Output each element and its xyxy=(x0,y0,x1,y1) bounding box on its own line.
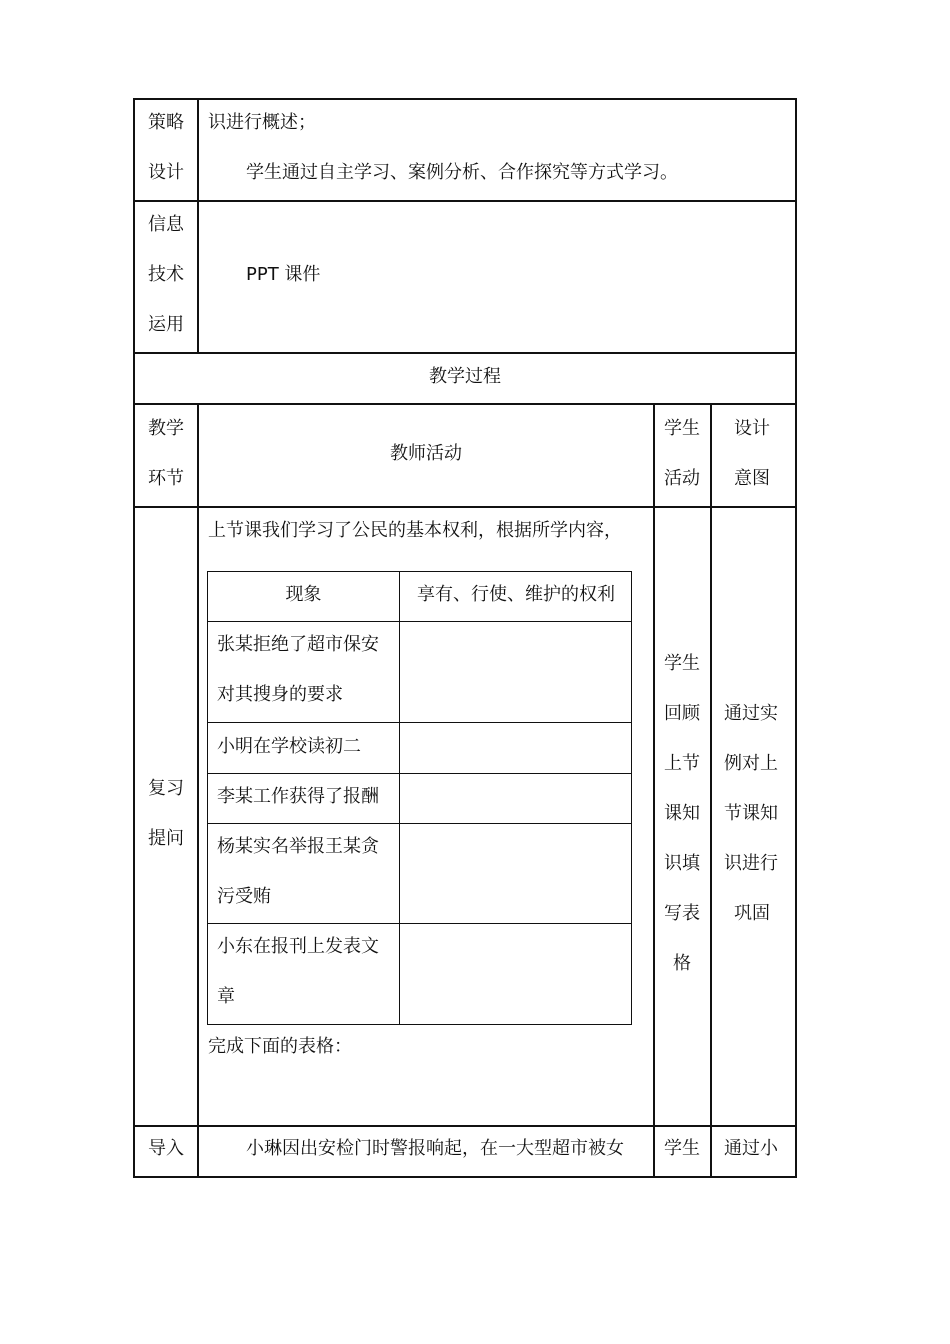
rights-table-row5-line1: 小东在报刊上发表文 xyxy=(217,936,379,957)
header-stage-line1: 教学 xyxy=(148,418,184,439)
it-content: PPT 课件 xyxy=(246,264,321,285)
table-border xyxy=(133,1125,797,1127)
inner-table-border xyxy=(207,1024,632,1025)
import-content: 小琳因出安检门时警报响起，在一大型超市被女 xyxy=(246,1138,624,1159)
header-student-line1: 学生 xyxy=(664,418,700,439)
table-border xyxy=(710,403,712,1178)
strategy-content-line1: 识进行概述； xyxy=(208,112,316,133)
review-intent-line: 节课知 xyxy=(724,803,778,824)
review-student-line: 学生 xyxy=(664,653,700,674)
rights-table-row5-line2: 章 xyxy=(217,986,235,1007)
process-title: 教学过程 xyxy=(429,366,501,387)
rights-table-header-rights: 享有、行使、维护的权利 xyxy=(417,584,615,605)
review-intent-line: 巩固 xyxy=(734,903,770,924)
review-student-line: 写表 xyxy=(664,903,700,924)
rights-table-row2-line1: 小明在学校读初二 xyxy=(217,736,361,757)
review-intro: 上节课我们学习了公民的基本权利，根据所学内容， xyxy=(208,520,622,541)
table-border xyxy=(133,352,797,354)
inner-table-border xyxy=(207,621,632,622)
it-label-line1: 信息 xyxy=(148,214,184,235)
table-border xyxy=(197,403,199,1178)
review-outro: 完成下面的表格： xyxy=(208,1036,352,1057)
review-label-line1: 复习 xyxy=(148,778,184,799)
review-student-line: 识填 xyxy=(664,853,700,874)
header-student-line2: 活动 xyxy=(664,468,700,489)
review-student-line: 格 xyxy=(673,953,691,974)
table-border xyxy=(133,506,797,508)
inner-table-border xyxy=(207,571,632,572)
inner-table-border xyxy=(207,823,632,824)
review-student-line: 回顾 xyxy=(664,703,700,724)
inner-table-border xyxy=(207,923,632,924)
inner-table-border xyxy=(207,571,208,1025)
review-label-line2: 提问 xyxy=(148,828,184,849)
review-intent-line: 通过实 xyxy=(724,703,778,724)
strategy-label-line2: 设计 xyxy=(148,162,184,183)
review-intent-line: 识进行 xyxy=(724,853,778,874)
rights-table-row4-line2: 污受贿 xyxy=(217,886,271,907)
rights-table-row1-line1: 张某拒绝了超市保安 xyxy=(217,634,379,655)
inner-table-border xyxy=(399,571,400,1025)
rights-table-row4-line1: 杨某实名举报王某贪 xyxy=(217,836,379,857)
import-intent: 通过小 xyxy=(724,1138,778,1159)
table-border xyxy=(133,403,797,405)
table-border xyxy=(653,403,655,1178)
review-intent-line: 例对上 xyxy=(724,753,778,774)
rights-table-row3-line1: 李某工作获得了报酬 xyxy=(217,786,379,807)
inner-table-border xyxy=(207,773,632,774)
header-stage-line2: 环节 xyxy=(148,468,184,489)
review-student-line: 课知 xyxy=(664,803,700,824)
table-border xyxy=(795,98,797,1178)
table-border xyxy=(133,1176,797,1178)
review-student-line: 上节 xyxy=(664,753,700,774)
header-teacher-activity: 教师活动 xyxy=(390,443,462,464)
header-intent-line1: 设计 xyxy=(734,418,770,439)
import-student: 学生 xyxy=(664,1138,700,1159)
inner-table-border xyxy=(207,722,632,723)
strategy-content-line2: 学生通过自主学习、案例分析、合作探究等方式学习。 xyxy=(246,162,678,183)
it-label-line3: 运用 xyxy=(148,314,184,335)
rights-table xyxy=(207,571,632,1025)
rights-table-header-phenomenon: 现象 xyxy=(285,584,322,605)
table-border xyxy=(133,98,135,1178)
rights-table-row1-line2: 对其搜身的要求 xyxy=(217,684,343,705)
inner-table-border xyxy=(631,571,632,1025)
import-label: 导入 xyxy=(148,1138,184,1159)
table-border xyxy=(197,98,199,354)
header-intent-line2: 意图 xyxy=(734,468,770,489)
table-border xyxy=(133,200,797,202)
it-label-line2: 技术 xyxy=(148,264,184,285)
table-border xyxy=(133,98,797,100)
strategy-label-line1: 策略 xyxy=(148,112,184,133)
